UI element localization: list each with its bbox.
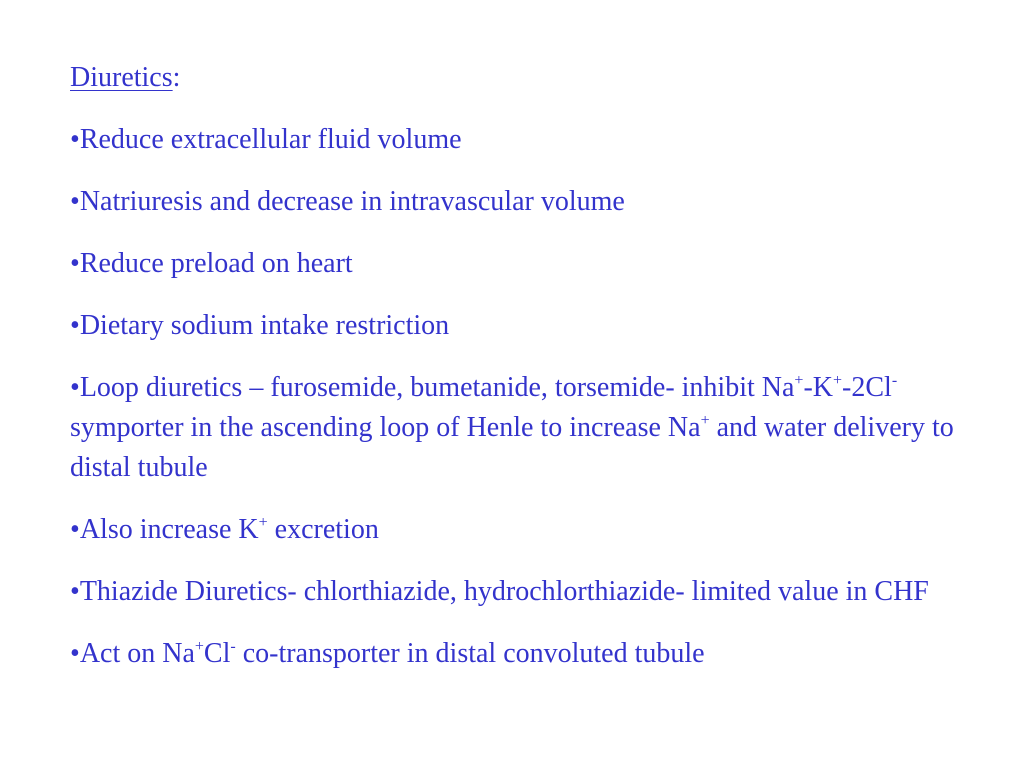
bullet-text: Reduce preload on heart <box>79 248 353 279</box>
bullet-loop-diuretics <box>70 368 964 488</box>
bullet-thiazide-diuretics <box>70 572 964 612</box>
bullet-text-part: Loop diuretics – furosemide, bumetanide, torsemide- inhibit Na <box>79 372 795 403</box>
bullet-text: Natriuresis and decrease in intravascular volume <box>79 186 625 217</box>
bullet-glyph: • <box>70 310 80 341</box>
bullet-text-part: Cl <box>203 638 231 669</box>
bullet-natriuresis <box>70 182 964 222</box>
bullet-text-part: Also increase K <box>79 514 259 545</box>
bullet-text-part: excretion <box>267 514 379 545</box>
bullet-text-part: co-transporter in distal convoluted tubule <box>235 638 705 669</box>
superscript: + <box>194 638 204 655</box>
superscript: + <box>700 412 710 429</box>
bullet-text: Thiazide Diuretics- chlorthiazide, hydrochlorthiazide- limited value in CHF <box>79 576 929 607</box>
bullet-text: Dietary sodium intake restriction <box>79 310 450 341</box>
bullet-glyph: • <box>70 248 80 279</box>
bullet-text: Reduce extracellular fluid volume <box>79 124 462 155</box>
bullet-reduce-preload <box>70 244 964 284</box>
superscript: + <box>833 372 843 389</box>
bullet-reduce-ecf-volume <box>70 120 964 160</box>
bullet-text-part: symporter in the ascending loop of Henle to increase Na <box>70 412 701 443</box>
bullet-increase-k-excretion <box>70 510 964 550</box>
slide-title <box>70 58 964 98</box>
bullet-text-part: -2Cl <box>842 372 892 403</box>
bullet-glyph: • <box>70 124 80 155</box>
bullet-glyph: • <box>70 372 80 403</box>
superscript: + <box>794 372 804 389</box>
bullet-text-part: and water delivery to distal tubule <box>70 412 954 483</box>
superscript: - <box>891 372 898 389</box>
bullet-sodium-restriction <box>70 306 964 346</box>
bullet-nacl-cotransporter <box>70 634 964 674</box>
superscript: - <box>230 638 236 655</box>
bullet-glyph: • <box>70 576 80 607</box>
bullet-text-part: -K <box>803 372 833 403</box>
bullet-glyph: • <box>70 638 80 669</box>
title-colon: : <box>172 62 181 93</box>
bullet-list <box>70 120 964 674</box>
bullet-glyph: • <box>70 186 80 217</box>
superscript: + <box>258 514 268 531</box>
bullet-glyph: • <box>70 514 80 545</box>
bullet-text-part: Act on Na <box>79 638 195 669</box>
title-word: Diuretics <box>70 62 173 93</box>
